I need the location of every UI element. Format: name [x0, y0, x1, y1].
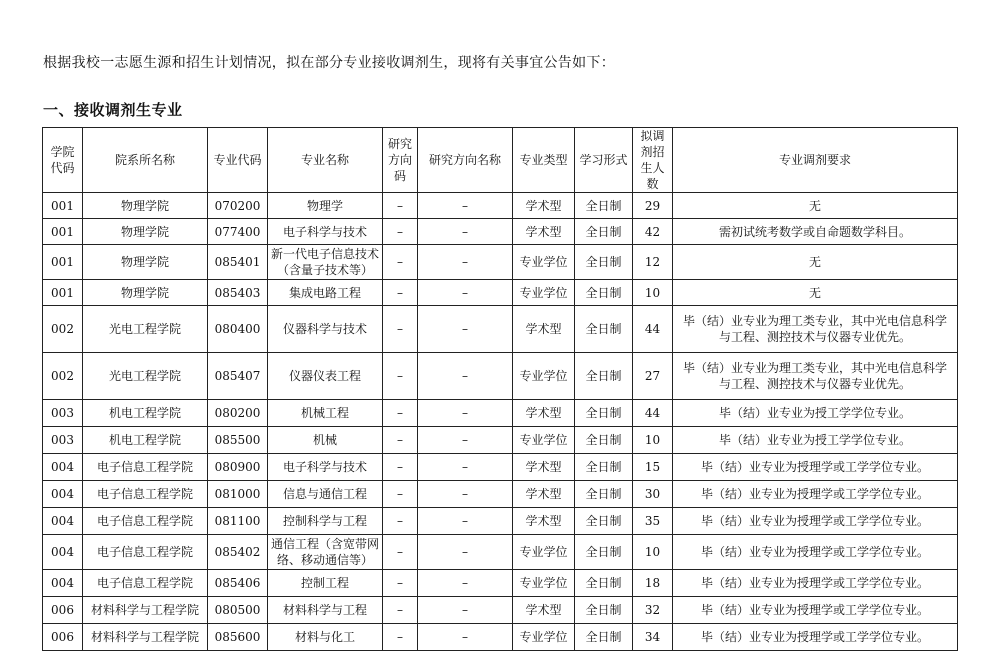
cell-major-code: 085500: [208, 427, 268, 454]
cell-study-mode: 全日制: [575, 280, 633, 306]
cell-major-type: 专业学位: [513, 353, 575, 400]
table-row: [43, 245, 958, 280]
cell-direction-name: –: [418, 353, 513, 400]
cell-major-type: 学术型: [513, 597, 575, 624]
cell-major-name: 电子科学与技术: [268, 454, 383, 481]
cell-school-code: 004: [43, 535, 83, 570]
cell-direction-name: –: [418, 570, 513, 597]
cell-school-name: 电子信息工程学院: [83, 508, 208, 535]
cell-direction-code: –: [383, 481, 418, 508]
cell-quota: 35: [633, 508, 673, 535]
cell-major-name: 电子科学与技术: [268, 219, 383, 245]
cell-direction-name: –: [418, 624, 513, 651]
cell-direction-code: –: [383, 306, 418, 353]
cell-study-mode: 全日制: [575, 624, 633, 651]
cell-requirement: 毕（结）业专业为授工学学位专业。: [673, 427, 958, 454]
cell-quota: 10: [633, 427, 673, 454]
table-row: [43, 353, 958, 400]
cell-major-type: 学术型: [513, 508, 575, 535]
cell-requirement: 毕（结）业专业为授理学或工学学位专业。: [673, 508, 958, 535]
cell-school-name: 光电工程学院: [83, 353, 208, 400]
header-major-type: 专业类型: [513, 128, 575, 193]
cell-major-code: 077400: [208, 219, 268, 245]
cell-study-mode: 全日制: [575, 353, 633, 400]
cell-requirement: 无: [673, 193, 958, 219]
header-major-name: 专业名称: [268, 128, 383, 193]
cell-quota: 44: [633, 306, 673, 353]
table-row: [43, 306, 958, 353]
cell-study-mode: 全日制: [575, 535, 633, 570]
cell-requirement: 毕（结）业专业为理工类专业，其中光电信息科学与工程、测控技术与仪器专业优先。: [673, 353, 958, 400]
cell-school-code: 001: [43, 245, 83, 280]
intro-paragraph: 根据我校一志愿生源和招生计划情况，拟在部分专业接收调剂生，现将有关事宜公告如下：: [43, 55, 615, 71]
cell-major-type: 学术型: [513, 454, 575, 481]
cell-requirement: 毕（结）业专业为授理学或工学学位专业。: [673, 454, 958, 481]
cell-requirement: 需初试统考数学或自命题数学科目。: [673, 219, 958, 245]
cell-study-mode: 全日制: [575, 481, 633, 508]
cell-direction-code: –: [383, 219, 418, 245]
cell-direction-name: –: [418, 597, 513, 624]
cell-quota: 30: [633, 481, 673, 508]
header-direction-name: 研究方向名称: [418, 128, 513, 193]
header-requirement: 专业调剂要求: [673, 128, 958, 193]
cell-major-name: 机械工程: [268, 400, 383, 427]
table-row: [43, 280, 958, 306]
cell-study-mode: 全日制: [575, 508, 633, 535]
cell-direction-name: –: [418, 219, 513, 245]
cell-major-code: 085600: [208, 624, 268, 651]
table-row: [43, 508, 958, 535]
cell-major-type: 专业学位: [513, 245, 575, 280]
cell-major-type: 学术型: [513, 306, 575, 353]
header-quota: 拟调剂招生人数: [633, 128, 673, 193]
cell-requirement: 毕（结）业专业为授理学或工学学位专业。: [673, 597, 958, 624]
cell-requirement: 毕（结）业专业为授工学学位专业。: [673, 400, 958, 427]
cell-school-code: 006: [43, 624, 83, 651]
cell-study-mode: 全日制: [575, 306, 633, 353]
cell-study-mode: 全日制: [575, 427, 633, 454]
cell-major-name: 通信工程（含宽带网络、移动通信等）: [268, 535, 383, 570]
cell-school-name: 材料科学与工程学院: [83, 597, 208, 624]
header-school-code: 学院代码: [43, 128, 83, 193]
cell-major-type: 学术型: [513, 193, 575, 219]
cell-major-type: 专业学位: [513, 535, 575, 570]
cell-major-name: 材料科学与工程: [268, 597, 383, 624]
cell-study-mode: 全日制: [575, 245, 633, 280]
header-school-name: 院系所名称: [83, 128, 208, 193]
cell-direction-code: –: [383, 508, 418, 535]
cell-school-name: 物理学院: [83, 245, 208, 280]
cell-school-code: 004: [43, 570, 83, 597]
cell-direction-name: –: [418, 306, 513, 353]
header-direction-code: 研究方向码: [383, 128, 418, 193]
cell-major-code: 081100: [208, 508, 268, 535]
cell-major-name: 信息与通信工程: [268, 481, 383, 508]
cell-major-name: 集成电路工程: [268, 280, 383, 306]
table-row: [43, 481, 958, 508]
cell-major-type: 学术型: [513, 219, 575, 245]
table-row: [43, 219, 958, 245]
table-body: [43, 193, 958, 651]
table-row: [43, 400, 958, 427]
header-major-code: 专业代码: [208, 128, 268, 193]
table-row: [43, 427, 958, 454]
cell-direction-name: –: [418, 400, 513, 427]
cell-quota: 12: [633, 245, 673, 280]
cell-direction-name: –: [418, 427, 513, 454]
cell-school-name: 电子信息工程学院: [83, 454, 208, 481]
cell-school-name: 机电工程学院: [83, 427, 208, 454]
cell-direction-code: –: [383, 400, 418, 427]
table-row: [43, 624, 958, 651]
cell-study-mode: 全日制: [575, 454, 633, 481]
cell-requirement: 毕（结）业专业为授理学或工学学位专业。: [673, 535, 958, 570]
table-row: [43, 535, 958, 570]
cell-school-code: 001: [43, 193, 83, 219]
cell-major-code: 081000: [208, 481, 268, 508]
cell-direction-code: –: [383, 597, 418, 624]
cell-major-code: 085406: [208, 570, 268, 597]
cell-major-type: 学术型: [513, 481, 575, 508]
cell-major-type: 专业学位: [513, 427, 575, 454]
cell-major-type: 专业学位: [513, 624, 575, 651]
cell-major-type: 学术型: [513, 400, 575, 427]
cell-school-code: 004: [43, 508, 83, 535]
header-study-mode: 学习形式: [575, 128, 633, 193]
cell-study-mode: 全日制: [575, 193, 633, 219]
cell-major-name: 控制科学与工程: [268, 508, 383, 535]
table-row: [43, 454, 958, 481]
cell-direction-code: –: [383, 280, 418, 306]
table-header-row: [43, 128, 958, 193]
cell-school-code: 006: [43, 597, 83, 624]
cell-requirement: 毕（结）业专业为授理学或工学学位专业。: [673, 570, 958, 597]
cell-school-code: 002: [43, 306, 83, 353]
cell-direction-name: –: [418, 481, 513, 508]
cell-study-mode: 全日制: [575, 597, 633, 624]
cell-school-name: 光电工程学院: [83, 306, 208, 353]
cell-study-mode: 全日制: [575, 219, 633, 245]
cell-school-name: 物理学院: [83, 219, 208, 245]
cell-school-code: 001: [43, 219, 83, 245]
cell-major-name: 物理学: [268, 193, 383, 219]
cell-quota: 18: [633, 570, 673, 597]
cell-major-name: 新一代电子信息技术（含量子技术等）: [268, 245, 383, 280]
cell-major-code: 085401: [208, 245, 268, 280]
cell-quota: 10: [633, 280, 673, 306]
cell-major-code: 085402: [208, 535, 268, 570]
cell-requirement: 无: [673, 280, 958, 306]
cell-major-code: 070200: [208, 193, 268, 219]
cell-major-name: 机械: [268, 427, 383, 454]
cell-school-name: 物理学院: [83, 280, 208, 306]
table-row: [43, 193, 958, 219]
cell-direction-code: –: [383, 570, 418, 597]
cell-quota: 15: [633, 454, 673, 481]
section-heading: 一、接收调剂生专业: [43, 101, 183, 119]
cell-school-name: 材料科学与工程学院: [83, 624, 208, 651]
cell-major-type: 专业学位: [513, 570, 575, 597]
cell-major-code: 085403: [208, 280, 268, 306]
cell-major-name: 控制工程: [268, 570, 383, 597]
cell-direction-code: –: [383, 245, 418, 280]
cell-school-code: 003: [43, 400, 83, 427]
table-row: [43, 597, 958, 624]
cell-quota: 10: [633, 535, 673, 570]
cell-direction-name: –: [418, 193, 513, 219]
cell-major-code: 085407: [208, 353, 268, 400]
cell-direction-code: –: [383, 535, 418, 570]
cell-requirement: 无: [673, 245, 958, 280]
cell-quota: 34: [633, 624, 673, 651]
cell-study-mode: 全日制: [575, 400, 633, 427]
cell-major-name: 仪器科学与技术: [268, 306, 383, 353]
cell-direction-code: –: [383, 427, 418, 454]
cell-quota: 32: [633, 597, 673, 624]
cell-school-name: 机电工程学院: [83, 400, 208, 427]
cell-school-name: 电子信息工程学院: [83, 535, 208, 570]
cell-major-code: 080200: [208, 400, 268, 427]
cell-direction-name: –: [418, 454, 513, 481]
cell-major-name: 材料与化工: [268, 624, 383, 651]
cell-direction-code: –: [383, 353, 418, 400]
cell-school-code: 001: [43, 280, 83, 306]
cell-major-code: 080500: [208, 597, 268, 624]
cell-major-type: 专业学位: [513, 280, 575, 306]
cell-direction-name: –: [418, 535, 513, 570]
cell-major-code: 080900: [208, 454, 268, 481]
cell-direction-code: –: [383, 454, 418, 481]
cell-school-name: 电子信息工程学院: [83, 570, 208, 597]
cell-quota: 44: [633, 400, 673, 427]
cell-school-code: 003: [43, 427, 83, 454]
cell-school-code: 004: [43, 454, 83, 481]
cell-major-code: 080400: [208, 306, 268, 353]
cell-school-code: 004: [43, 481, 83, 508]
cell-quota: 27: [633, 353, 673, 400]
cell-requirement: 毕（结）业专业为授理学或工学学位专业。: [673, 481, 958, 508]
cell-major-name: 仪器仪表工程: [268, 353, 383, 400]
cell-school-name: 电子信息工程学院: [83, 481, 208, 508]
cell-direction-code: –: [383, 624, 418, 651]
cell-school-code: 002: [43, 353, 83, 400]
cell-study-mode: 全日制: [575, 570, 633, 597]
cell-direction-name: –: [418, 508, 513, 535]
cell-requirement: 毕（结）业专业为理工类专业，其中光电信息科学与工程、测控技术与仪器专业优先。: [673, 306, 958, 353]
cell-direction-code: –: [383, 193, 418, 219]
adjustment-majors-table: [42, 127, 958, 651]
cell-direction-name: –: [418, 245, 513, 280]
cell-school-name: 物理学院: [83, 193, 208, 219]
cell-direction-name: –: [418, 280, 513, 306]
cell-quota: 42: [633, 219, 673, 245]
cell-quota: 29: [633, 193, 673, 219]
table-row: [43, 570, 958, 597]
cell-requirement: 毕（结）业专业为授理学或工学学位专业。: [673, 624, 958, 651]
